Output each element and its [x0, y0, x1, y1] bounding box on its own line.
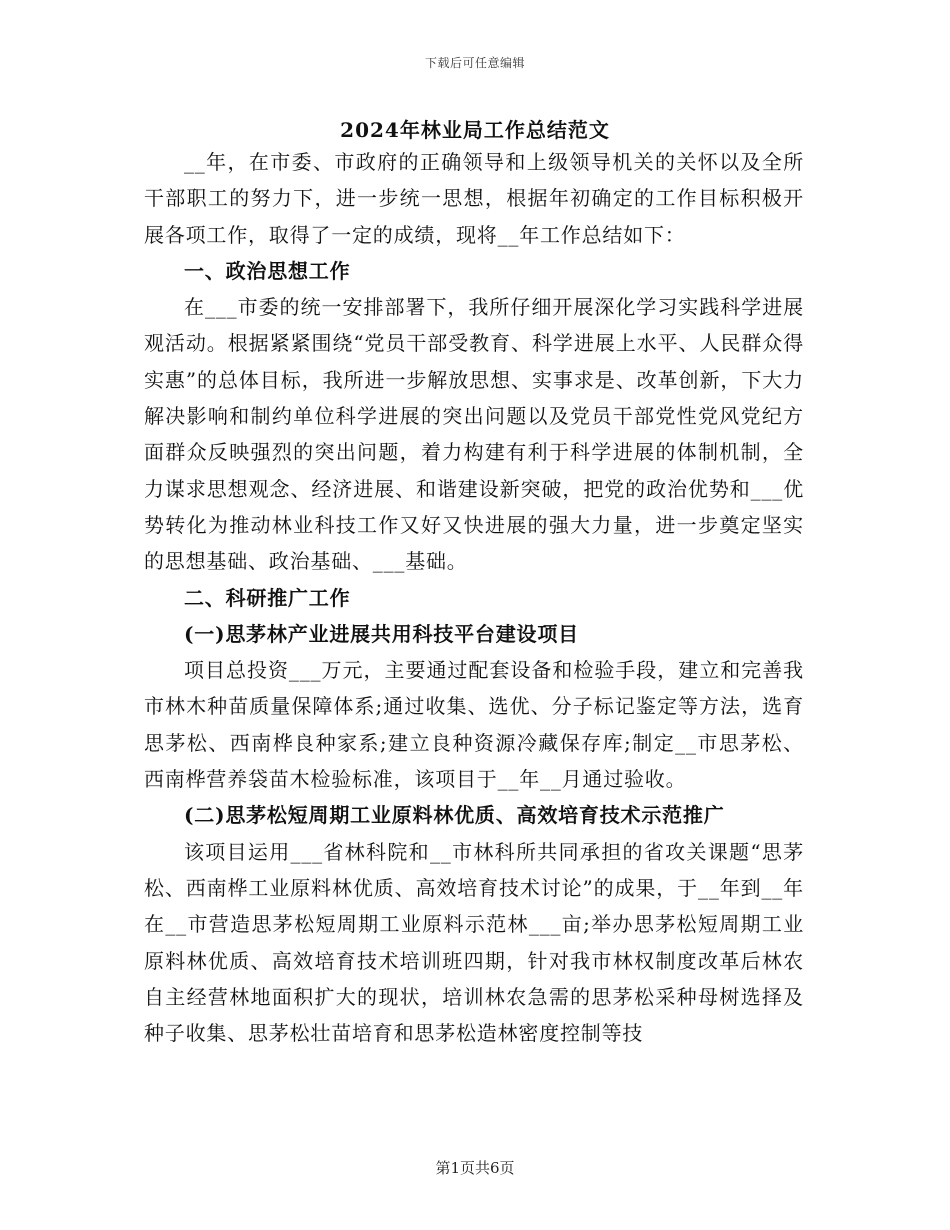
header-note: 下载后可任意编辑 — [424, 56, 525, 70]
paragraph-platform: 项目总投资___万元，主要通过配套设备和检验手段，建立和完善我市林木种苗质量保障体系;通过收集、选优、分子标记鉴定等方法，选育思茅松、西南桦良种家系;建立良种资源冷藏保存库;制定__市思茅松、西南桦营养袋苗木检验标准，该项目于__年__月通过验收。 — [144, 658, 804, 792]
paragraph-intro: __年，在市委、市政府的正确领导和上级领导机关的关怀以及全所干部职工的努力下，进一步统一思想，根据年初确定的工作目标积极开展各项工作，取得了一定的成绩，现将__年工作总结如下： — [144, 150, 804, 247]
page-footer: 第1页共6页 — [435, 1159, 515, 1177]
paragraph-politics: 在___市委的统一安排部署下，我所仔细开展深化学习实践科学进展观活动。根据紧紧围绕“党员干部受教育、科学进展上水平、人民群众得实惠”的总体目标，我所进一步解放思想、实事求是、改革创新，下大力解决影响和制约单位科学进展的突出问题以及党员干部党性党风党纪方面群众反映强烈的突出问题，着力构建有利于科学进展的体制机制，全力谋求思想观念、经济进展、和谐建设新突破，把党的政治优势和___优势转化为推动林业科技工作又好又快进展的强大力量，进一步奠定坚实的思想基础、政治基础、___基础。 — [144, 295, 804, 574]
document-title: 2024年林业局工作总结范文 — [340, 118, 610, 142]
paragraph-pine: 该项目运用___省林科院和__市林科所共同承担的省攻关课题“思茅松、西南桦工业原料林优质、高效培育技术讨论”的成果，于__年到__年在__市营造思茅松短周期工业原料示范林___亩;举办思茅松短周期工业原料林优质、高效培育技术培训班四期，针对我市林权制度改革后林农自主经营林地面积扩大的现状，培训林农急需的思茅松采种母树选择及种子收集、思茅松壮苗培育和思茅松造林密度控制等技 — [144, 839, 804, 1046]
section-heading-politics: 一、政治思想工作 — [184, 258, 351, 283]
subsection-heading-platform: (一)思茅林产业进展共用科技平台建设项目 — [184, 621, 579, 646]
subsection-heading-pine: (二)思茅松短周期工业原料林优质、高效培育技术示范推广 — [184, 803, 725, 828]
section-heading-research: 二、科研推广工作 — [184, 585, 351, 610]
document-body — [144, 144, 804, 1051]
